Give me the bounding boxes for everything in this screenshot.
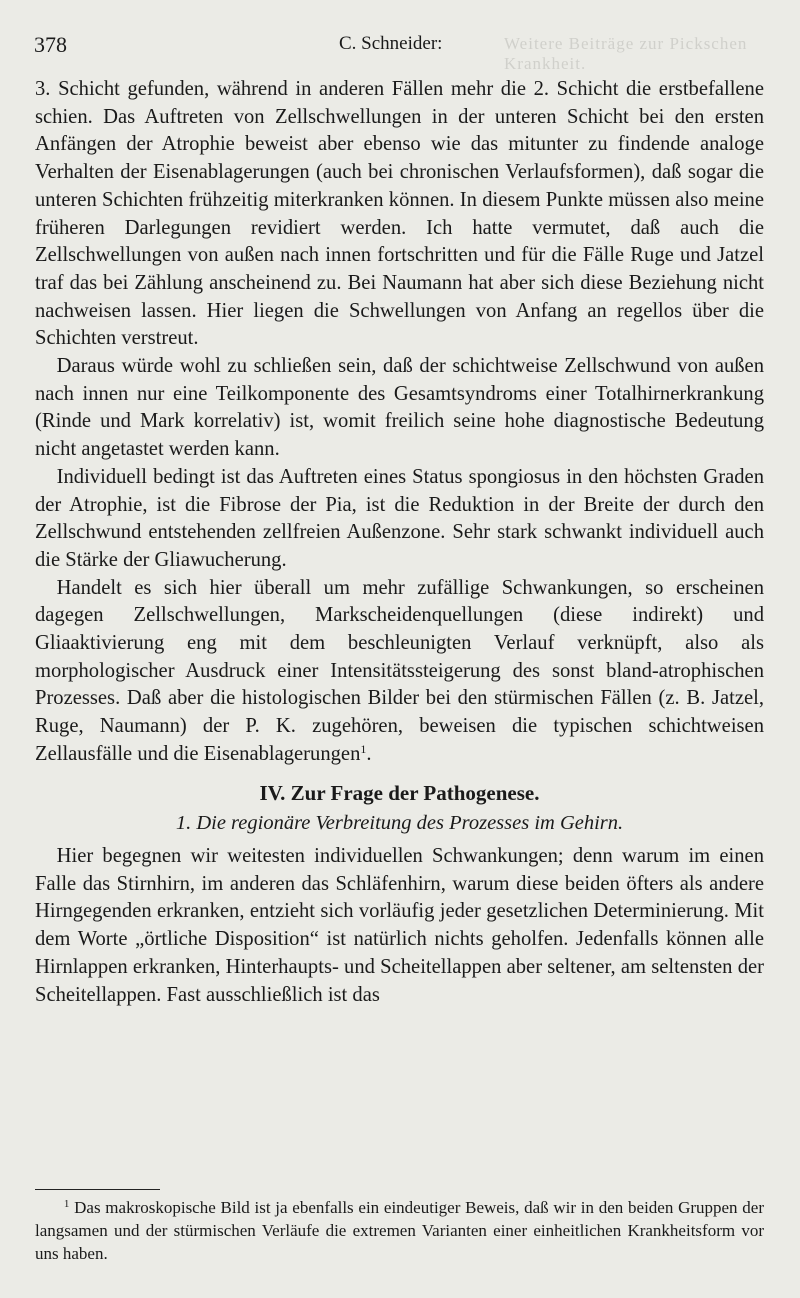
paragraph-4: Handelt es sich hier überall um mehr zufällige Schwankungen, so erscheinen dagegen Zellschwellungen, Markscheidenquellungen (diese indirekt) und Gliaaktivierung eng mit dem beschleunigten Verlauf verknüpft, also als morphologischer Ausdruck einer Intensitätssteigerung des sonst bland-atrophischen Prozesses. Daß aber die histologischen Bilder bei den stürmischen Fällen (z. B. Jatzel, Ruge, Naumann) der P. K. zugehören, beweisen die typischen schichtweisen Zellausfälle und die Eisenablagerungen$^1$. — [35, 576, 764, 765]
section-paragraph: Hier begegnen wir weitesten individuellen Schwankungen; denn warum im einen Falle das Stirnhirn, im anderen das Schläfenhirn, warum diese beiden öfters als andere Hirngegenden erkranken, entzieht sich vorläufig jeder gesetzlichen Determinierung. Mit dem Worte „örtliche Disposition“ ist natürlich nichts geholfen. Jedenfalls können alle Hirnlappen erkranken, Hinterhaupts- und Scheitellappen aber seltener, am seltensten der Scheitellappen. Fast ausschließlich ist das — [35, 844, 764, 1006]
paragraph-3: Individuell bedingt ist das Auftreten eines Status spongiosus in den höchsten Graden der Atrophie, ist die Fibrose der Pia, ist die Reduktion in der Breite der durch den Zellschwund entstehenden zellfreien Außenzone. Sehr stark schwankt individuell auch die Stärke der Gliawucherung. — [35, 465, 764, 571]
page-number: 378 — [34, 32, 67, 57]
paragraph-2: Daraus würde wohl zu schließen sein, daß der schichtweise Zellschwund von außen nach innen nur eine Teilkomponente des Gesamtsyndroms einer Totalhirnerkrankung (Rinde und Mark korrelativ) ist, womit freilich seine hohe diagnostische Bedeutung nicht angetastet werden kann. — [35, 355, 764, 461]
subsection-heading: 1. Die regionäre Verbreitung des Prozesses im Gehirn. — [175, 812, 624, 835]
footnote-divider — [35, 1189, 160, 1190]
footnote-marker: 1 — [63, 1198, 70, 1210]
paragraph-1: 3. Schicht gefunden, während in anderen Fällen mehr die 2. Schicht die erstbefallene schien. Das Auftreten von Zellschwellungen in der unteren Schicht bei den ersten Anfängen der Atrophie beweist aber ebenso wie das mitunter zu findende analoge Verhalten der Eisenablagerungen (auch bei chronischen Verlaufsformen), daß sogar die unteren Schichten frühzeitig miterkranken können. In diesem Punkte müssen also meine früheren Darlegungen revidiert werden. Ich hatte vermutet, daß auch die Zellschwellungen von außen nach innen fortschritten und für die Fälle Ruge und Jatzel traf das bei Zählung anscheinend zu. Bei Naumann hat aber sich diese Beziehung nicht nachweisen lassen. Hier liegen die Schwellungen von Anfang an regellos über die Schichten verstreut. — [35, 78, 764, 350]
footnote — [35, 1196, 764, 1265]
bleed-through-text: Weitere Beiträge zur Pickschen Krankheit. — [504, 34, 748, 73]
paragraph-4-text: Handelt es sich hier überall um mehr zufällige Schwankungen, so erscheinen dagegen Zellschwellungen, Markscheidenquellungen (diese indirekt) und Gliaaktivierung eng mit dem beschleunigten Verlauf verknüpft, also als morphologischer Ausdruck einer Intensitätssteigerung des sonst bland-atrophischen Prozesses. Daß aber die histologischen Bilder bei den stürmischen Fällen (z. B. Jatzel, Ruge, Naumann) der P. K. zugehören, beweisen die typischen schichtweisen Zellausfälle und die Eisenablagerungen — [35, 576, 764, 765]
footnote-text: Das makroskopische Bild ist ja ebenfalls ein eindeutiger Beweis, daß wir in den beiden Gruppen der langsamen und der stürmischen Verläufe die extremen Varianten einer einheitlichen Krankheitsform vor uns haben. — [35, 1198, 764, 1263]
running-head: C. Schneider: — [339, 33, 443, 54]
footnote-reference: 1 — [360, 741, 367, 756]
section-heading: IV. Zur Frage der Pathogenese. — [259, 780, 540, 805]
body-text — [35, 76, 764, 1009]
page-header — [34, 32, 760, 73]
